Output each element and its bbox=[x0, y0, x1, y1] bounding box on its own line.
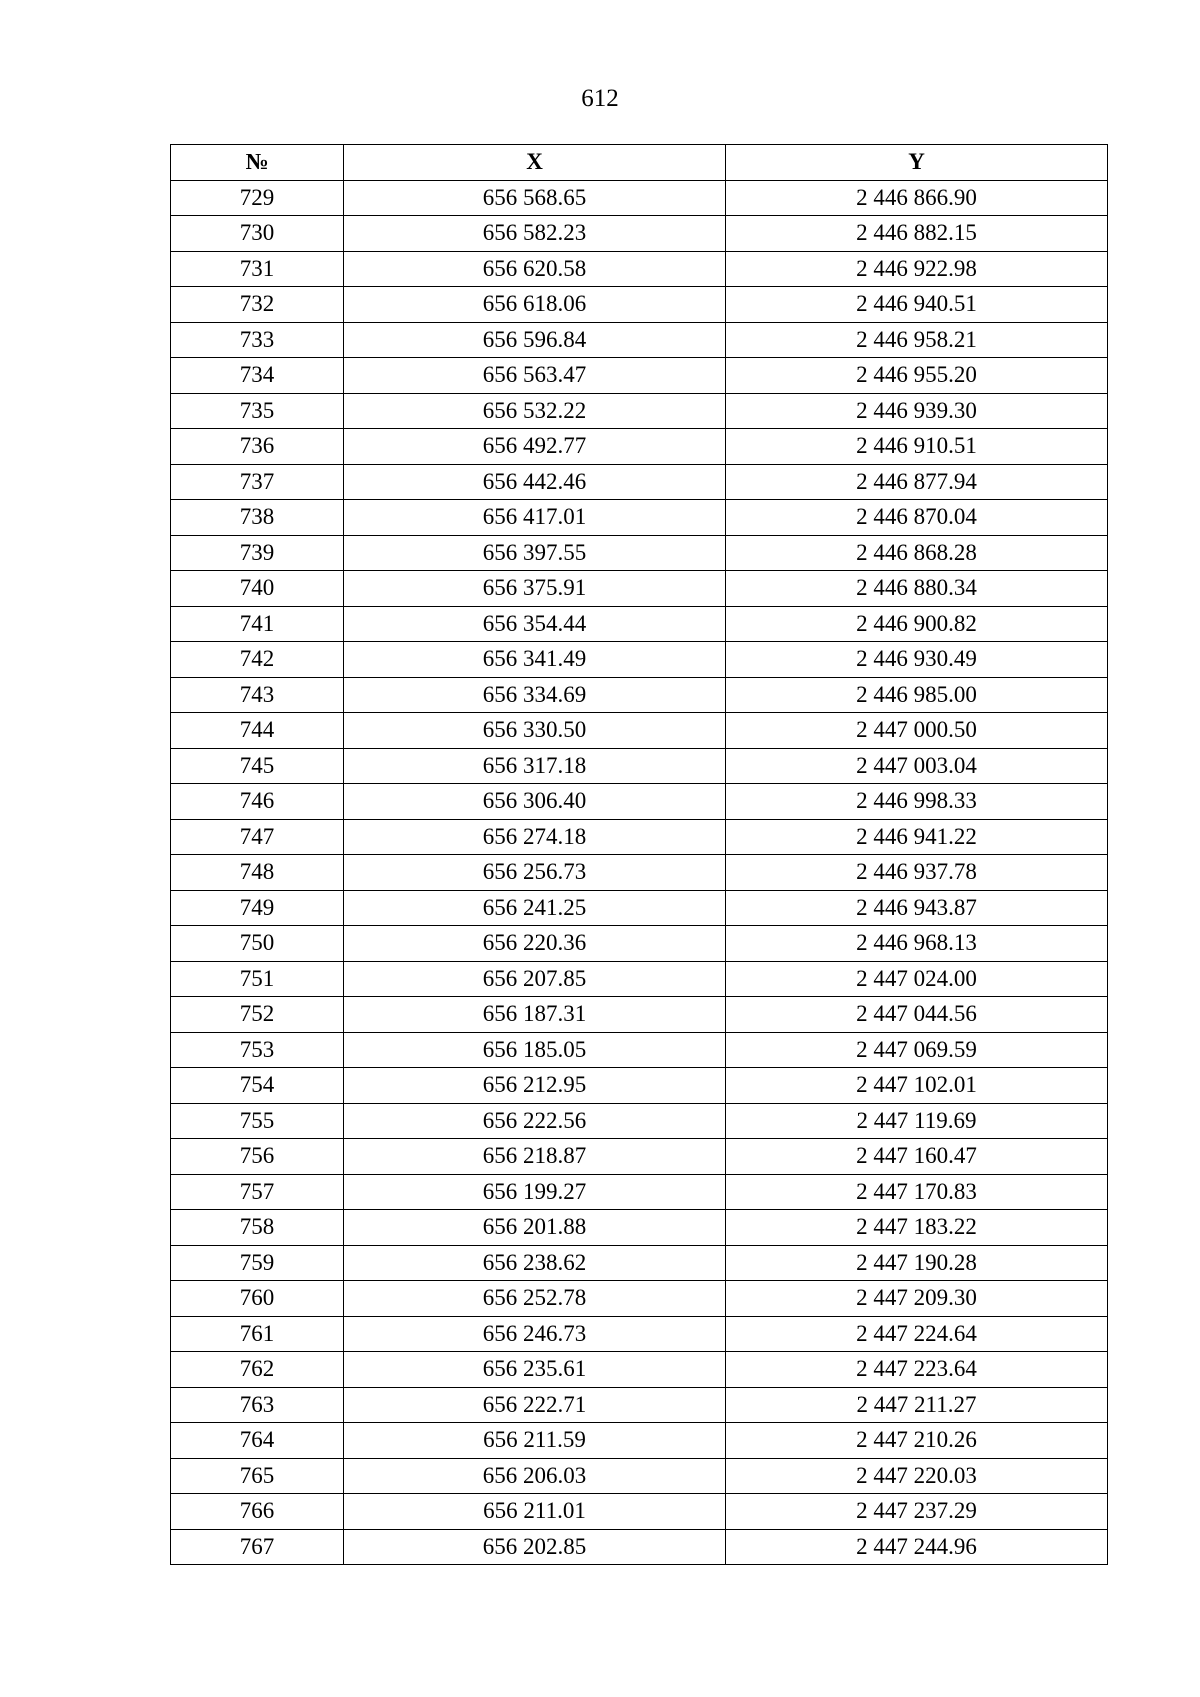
cell-number: 762 bbox=[171, 1352, 344, 1388]
cell-number: 761 bbox=[171, 1316, 344, 1352]
header-number: № bbox=[171, 145, 344, 181]
table-row bbox=[171, 819, 1108, 855]
cell-x: 656 211.59 bbox=[344, 1423, 726, 1459]
table-row bbox=[171, 677, 1108, 713]
table-row bbox=[171, 393, 1108, 429]
cell-number: 745 bbox=[171, 748, 344, 784]
cell-y: 2 446 922.98 bbox=[726, 251, 1108, 287]
cell-x: 656 317.18 bbox=[344, 748, 726, 784]
cell-number: 756 bbox=[171, 1139, 344, 1175]
cell-number: 749 bbox=[171, 890, 344, 926]
cell-x: 656 341.49 bbox=[344, 642, 726, 678]
cell-y: 2 447 224.64 bbox=[726, 1316, 1108, 1352]
cell-number: 743 bbox=[171, 677, 344, 713]
cell-y: 2 447 003.04 bbox=[726, 748, 1108, 784]
table-row bbox=[171, 1210, 1108, 1246]
cell-y: 2 446 877.94 bbox=[726, 464, 1108, 500]
cell-x: 656 256.73 bbox=[344, 855, 726, 891]
cell-x: 656 211.01 bbox=[344, 1494, 726, 1530]
cell-x: 656 492.77 bbox=[344, 429, 726, 465]
cell-y: 2 446 900.82 bbox=[726, 606, 1108, 642]
cell-y: 2 447 183.22 bbox=[726, 1210, 1108, 1246]
table-row bbox=[171, 784, 1108, 820]
cell-y: 2 447 209.30 bbox=[726, 1281, 1108, 1317]
cell-x: 656 397.55 bbox=[344, 535, 726, 571]
cell-x: 656 235.61 bbox=[344, 1352, 726, 1388]
cell-y: 2 446 968.13 bbox=[726, 926, 1108, 962]
cell-y: 2 446 910.51 bbox=[726, 429, 1108, 465]
cell-number: 734 bbox=[171, 358, 344, 394]
table-row bbox=[171, 1139, 1108, 1175]
cell-number: 767 bbox=[171, 1529, 344, 1565]
cell-number: 740 bbox=[171, 571, 344, 607]
cell-x: 656 620.58 bbox=[344, 251, 726, 287]
table-row bbox=[171, 216, 1108, 252]
table-row bbox=[171, 748, 1108, 784]
page-number: 612 bbox=[581, 85, 619, 112]
table-row bbox=[171, 571, 1108, 607]
cell-y: 2 446 958.21 bbox=[726, 322, 1108, 358]
cell-y: 2 446 937.78 bbox=[726, 855, 1108, 891]
cell-y: 2 446 943.87 bbox=[726, 890, 1108, 926]
cell-number: 747 bbox=[171, 819, 344, 855]
table-row bbox=[171, 1174, 1108, 1210]
cell-x: 656 220.36 bbox=[344, 926, 726, 962]
cell-y: 2 447 244.96 bbox=[726, 1529, 1108, 1565]
cell-number: 754 bbox=[171, 1068, 344, 1104]
table-row bbox=[171, 358, 1108, 394]
cell-y: 2 447 044.56 bbox=[726, 997, 1108, 1033]
table-row bbox=[171, 1032, 1108, 1068]
cell-y: 2 446 939.30 bbox=[726, 393, 1108, 429]
cell-x: 656 532.22 bbox=[344, 393, 726, 429]
cell-y: 2 447 190.28 bbox=[726, 1245, 1108, 1281]
cell-number: 753 bbox=[171, 1032, 344, 1068]
cell-x: 656 199.27 bbox=[344, 1174, 726, 1210]
cell-x: 656 375.91 bbox=[344, 571, 726, 607]
cell-x: 656 246.73 bbox=[344, 1316, 726, 1352]
cell-x: 656 274.18 bbox=[344, 819, 726, 855]
cell-y: 2 447 170.83 bbox=[726, 1174, 1108, 1210]
table-row bbox=[171, 1529, 1108, 1565]
cell-x: 656 241.25 bbox=[344, 890, 726, 926]
cell-number: 732 bbox=[171, 287, 344, 323]
table-row bbox=[171, 429, 1108, 465]
cell-number: 736 bbox=[171, 429, 344, 465]
cell-y: 2 447 000.50 bbox=[726, 713, 1108, 749]
table-row bbox=[171, 1316, 1108, 1352]
cell-number: 751 bbox=[171, 961, 344, 997]
table-row bbox=[171, 1423, 1108, 1459]
cell-x: 656 618.06 bbox=[344, 287, 726, 323]
cell-number: 760 bbox=[171, 1281, 344, 1317]
cell-y: 2 446 870.04 bbox=[726, 500, 1108, 536]
cell-number: 738 bbox=[171, 500, 344, 536]
table-body bbox=[171, 180, 1108, 1565]
cell-number: 758 bbox=[171, 1210, 344, 1246]
cell-number: 766 bbox=[171, 1494, 344, 1530]
cell-number: 750 bbox=[171, 926, 344, 962]
table-row bbox=[171, 464, 1108, 500]
cell-x: 656 442.46 bbox=[344, 464, 726, 500]
cell-number: 763 bbox=[171, 1387, 344, 1423]
cell-y: 2 446 941.22 bbox=[726, 819, 1108, 855]
table-row bbox=[171, 1494, 1108, 1530]
table-header-row bbox=[171, 145, 1108, 181]
cell-x: 656 563.47 bbox=[344, 358, 726, 394]
table-row bbox=[171, 713, 1108, 749]
cell-number: 730 bbox=[171, 216, 344, 252]
cell-x: 656 202.85 bbox=[344, 1529, 726, 1565]
cell-x: 656 212.95 bbox=[344, 1068, 726, 1104]
cell-x: 656 238.62 bbox=[344, 1245, 726, 1281]
table-row bbox=[171, 1352, 1108, 1388]
cell-number: 733 bbox=[171, 322, 344, 358]
cell-y: 2 447 211.27 bbox=[726, 1387, 1108, 1423]
cell-x: 656 252.78 bbox=[344, 1281, 726, 1317]
cell-x: 656 218.87 bbox=[344, 1139, 726, 1175]
cell-number: 742 bbox=[171, 642, 344, 678]
cell-x: 656 582.23 bbox=[344, 216, 726, 252]
cell-x: 656 334.69 bbox=[344, 677, 726, 713]
table-row bbox=[171, 180, 1108, 216]
cell-number: 731 bbox=[171, 251, 344, 287]
table-row bbox=[171, 287, 1108, 323]
cell-y: 2 447 237.29 bbox=[726, 1494, 1108, 1530]
cell-x: 656 222.71 bbox=[344, 1387, 726, 1423]
cell-y: 2 447 102.01 bbox=[726, 1068, 1108, 1104]
table-row bbox=[171, 855, 1108, 891]
cell-x: 656 596.84 bbox=[344, 322, 726, 358]
header-x: X bbox=[344, 145, 726, 181]
table-row bbox=[171, 997, 1108, 1033]
cell-x: 656 207.85 bbox=[344, 961, 726, 997]
cell-x: 656 206.03 bbox=[344, 1458, 726, 1494]
table-row bbox=[171, 251, 1108, 287]
cell-x: 656 330.50 bbox=[344, 713, 726, 749]
cell-number: 764 bbox=[171, 1423, 344, 1459]
cell-y: 2 446 940.51 bbox=[726, 287, 1108, 323]
cell-y: 2 446 985.00 bbox=[726, 677, 1108, 713]
cell-y: 2 446 930.49 bbox=[726, 642, 1108, 678]
table-row bbox=[171, 1068, 1108, 1104]
cell-y: 2 446 955.20 bbox=[726, 358, 1108, 394]
table-row bbox=[171, 322, 1108, 358]
header-y: Y bbox=[726, 145, 1108, 181]
table-row bbox=[171, 961, 1108, 997]
cell-x: 656 185.05 bbox=[344, 1032, 726, 1068]
cell-y: 2 447 210.26 bbox=[726, 1423, 1108, 1459]
table-row bbox=[171, 500, 1108, 536]
cell-y: 2 447 220.03 bbox=[726, 1458, 1108, 1494]
cell-y: 2 446 866.90 bbox=[726, 180, 1108, 216]
table-row bbox=[171, 890, 1108, 926]
table-row bbox=[171, 1245, 1108, 1281]
cell-number: 739 bbox=[171, 535, 344, 571]
table-row bbox=[171, 535, 1108, 571]
cell-x: 656 306.40 bbox=[344, 784, 726, 820]
cell-y: 2 447 069.59 bbox=[726, 1032, 1108, 1068]
cell-x: 656 354.44 bbox=[344, 606, 726, 642]
table-row bbox=[171, 1458, 1108, 1494]
cell-y: 2 446 880.34 bbox=[726, 571, 1108, 607]
cell-x: 656 201.88 bbox=[344, 1210, 726, 1246]
cell-number: 737 bbox=[171, 464, 344, 500]
cell-y: 2 447 223.64 bbox=[726, 1352, 1108, 1388]
cell-number: 746 bbox=[171, 784, 344, 820]
cell-number: 755 bbox=[171, 1103, 344, 1139]
table-row bbox=[171, 1387, 1108, 1423]
cell-number: 729 bbox=[171, 180, 344, 216]
cell-y: 2 446 998.33 bbox=[726, 784, 1108, 820]
table-row bbox=[171, 642, 1108, 678]
table-row bbox=[171, 606, 1108, 642]
cell-x: 656 187.31 bbox=[344, 997, 726, 1033]
cell-number: 765 bbox=[171, 1458, 344, 1494]
cell-y: 2 447 119.69 bbox=[726, 1103, 1108, 1139]
cell-number: 744 bbox=[171, 713, 344, 749]
cell-number: 757 bbox=[171, 1174, 344, 1210]
cell-x: 656 222.56 bbox=[344, 1103, 726, 1139]
cell-number: 759 bbox=[171, 1245, 344, 1281]
cell-y: 2 447 160.47 bbox=[726, 1139, 1108, 1175]
cell-number: 748 bbox=[171, 855, 344, 891]
table-row bbox=[171, 1103, 1108, 1139]
cell-x: 656 568.65 bbox=[344, 180, 726, 216]
cell-number: 735 bbox=[171, 393, 344, 429]
cell-number: 752 bbox=[171, 997, 344, 1033]
table-row bbox=[171, 926, 1108, 962]
cell-y: 2 447 024.00 bbox=[726, 961, 1108, 997]
table-row bbox=[171, 1281, 1108, 1317]
coordinates-table bbox=[170, 144, 1108, 1565]
cell-y: 2 446 882.15 bbox=[726, 216, 1108, 252]
cell-x: 656 417.01 bbox=[344, 500, 726, 536]
cell-y: 2 446 868.28 bbox=[726, 535, 1108, 571]
cell-number: 741 bbox=[171, 606, 344, 642]
